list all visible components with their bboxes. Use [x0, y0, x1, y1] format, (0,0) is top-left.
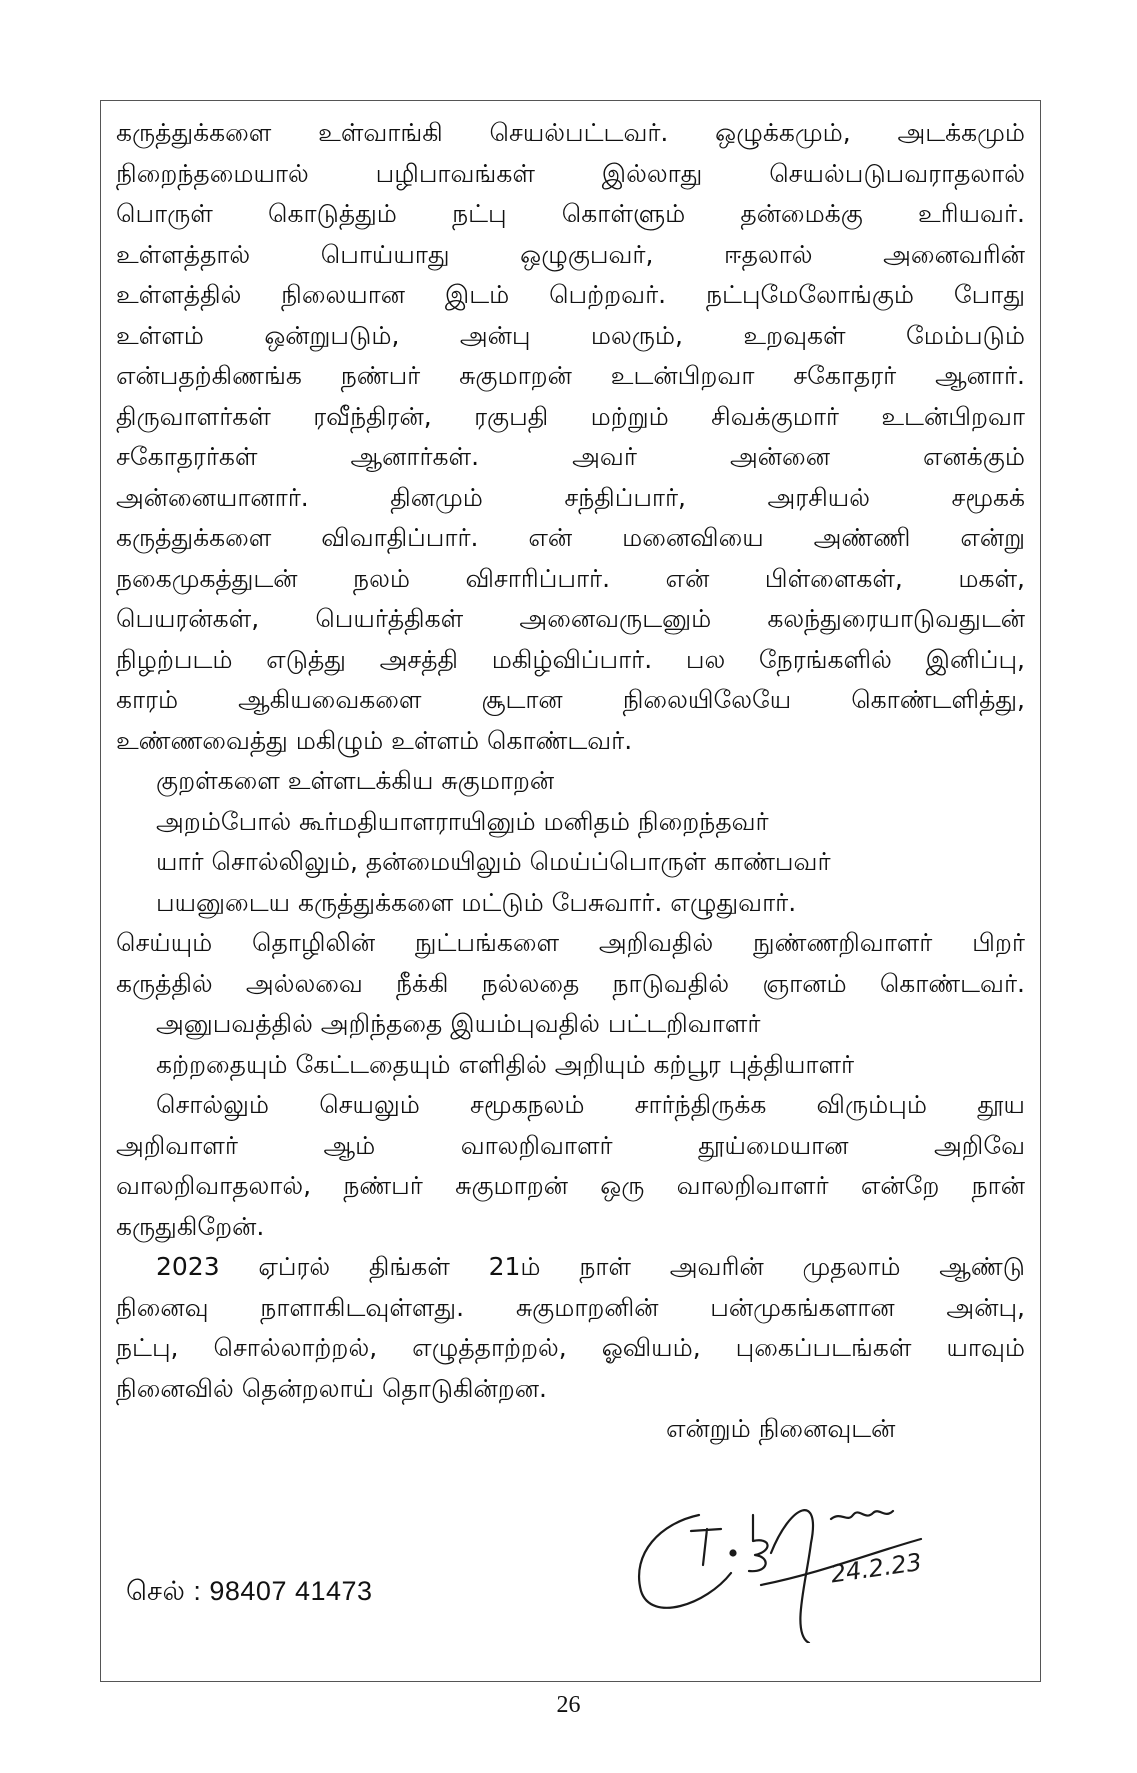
verse-line: யார் சொல்லிலும், தன்மையிலும் மெய்ப்பொருள் காண்பவர் — [156, 847, 831, 876]
verse-line: பயனுடைய கருத்துக்களை மட்டும் பேசுவார். எழுதுவார். — [156, 887, 797, 917]
text-line: பெயரன்கள், பெயர்த்திகள் அனைவருடனும் கலந்துரையாடுவதுடன் — [116, 604, 1025, 633]
text-line: நிறைந்தமையால் பழிபாவங்கள் இல்லாது செயல்படுபவராதலால் — [116, 158, 1025, 188]
text-line: உண்ணவைத்து மகிழும் உள்ளம் கொண்டவர். — [116, 725, 633, 755]
body-text — [116, 113, 1025, 1450]
closing-line: என்றும் நினைவுடன் — [666, 1414, 896, 1443]
page-frame — [100, 100, 1041, 1682]
text-line: அன்னையானார். தினமும் சந்திப்பார், அரசியல் சமூகக் — [116, 482, 1025, 512]
page-number: 26 — [556, 1692, 581, 1718]
verse-line: குறள்களை உள்ளடக்கிய சுகுமாறன் — [156, 766, 555, 795]
phone-number: செல் : 98407 41473 — [126, 1576, 373, 1606]
text-line: சொல்லும் செயலும் சமூகநலம் சார்ந்திருக்க விரும்பும் தூய — [156, 1090, 1025, 1119]
verse-line: அனுபவத்தில் அறிந்ததை இயம்புவதில் பட்டறிவாளர் — [156, 1009, 761, 1038]
text-line: உள்ளத்தால் பொய்யாது ஒழுகுபவர், ஈதலால் அனைவரின் — [116, 239, 1025, 269]
text-line: கருத்துக்களை உள்வாங்கி செயல்பட்டவர். ஒழுக்கமும், அடக்கமும் — [116, 118, 1025, 147]
text-line: திருவாளர்கள் ரவீந்திரன், ரகுபதி மற்றும் சிவக்குமார் உடன்பிறவா — [116, 401, 1025, 431]
text-line: வாலறிவாதலால், நண்பர் சுகுமாறன் ஒரு வாலறிவாளர் என்றே நான் — [116, 1171, 1025, 1200]
text-line: என்பதற்கிணங்க நண்பர் சுகுமாறன் உடன்பிறவா சகோதரர் ஆனார். — [116, 361, 1025, 390]
text-line: கருத்தில் அல்லவை நீக்கி நல்லதை நாடுவதில் ஞானம் கொண்டவர். — [116, 968, 1025, 998]
text-line: கருதுகிறேன். — [116, 1211, 265, 1241]
signature-date: 24.2.23 — [828, 1547, 924, 1589]
text-line: உள்ளம் ஒன்றுபடும், அன்பு மலரும், உறவுகள் மேம்படும் — [116, 320, 1025, 350]
text-line: செய்யும் தொழிலின் நுட்பங்களை அறிவதில் நுண்ணறிவாளர் பிறர் — [116, 928, 1025, 957]
text-line: கருத்துக்களை விவாதிப்பார். என் மனைவியை அண்ணி என்று — [116, 523, 1025, 552]
text-line: நினைவு நாளாகிடவுள்ளது. சுகுமாறனின் பன்முகங்களான அன்பு, — [116, 1292, 1025, 1322]
text-line: நிழற்படம் எடுத்து அசத்தி மகிழ்விப்பார். பல நேரங்களில் இனிப்பு, — [116, 644, 1025, 674]
text-line: பொருள் கொடுத்தும் நட்பு கொள்ளும் தன்மைக்கு உரியவர். — [116, 199, 1025, 228]
verse-line: கற்றதையும் கேட்டதையும் எளிதில் அறியும் கற்பூர புத்தியாளர் — [156, 1049, 855, 1079]
text-line: நகைமுகத்துடன் நலம் விசாரிப்பார். என் பிள்ளைகள், மகள், — [116, 563, 1025, 593]
text-line: 2023 ஏப்ரல் திங்கள் 21ம் நாள் அவரின் முதலாம் ஆண்டு — [156, 1252, 1025, 1281]
text-line: உள்ளத்தில் நிலையான இடம் பெற்றவர். நட்புமேலோங்கும் போது — [116, 280, 1025, 309]
signature-image — [621, 1493, 941, 1643]
text-line: காரம் ஆகியவைகளை சூடான நிலையிலேயே கொண்டளித்து, — [116, 685, 1025, 714]
text-line: நினைவில் தென்றலாய் தொடுகின்றன. — [116, 1373, 547, 1403]
verse-line: அறம்போல் கூர்மதியாளராயினும் மனிதம் நிறைந்தவர் — [156, 806, 769, 836]
text-line: நட்பு, சொல்லாற்றல், எழுத்தாற்றல், ஓவியம், புகைப்படங்கள் யாவும் — [116, 1333, 1025, 1362]
text-line: அறிவாளர் ஆம் வாலறிவாளர் தூய்மையான அறிவே — [116, 1130, 1025, 1160]
text-line: சகோதரர்கள் ஆனார்கள். அவர் அன்னை எனக்கும் — [116, 442, 1025, 471]
